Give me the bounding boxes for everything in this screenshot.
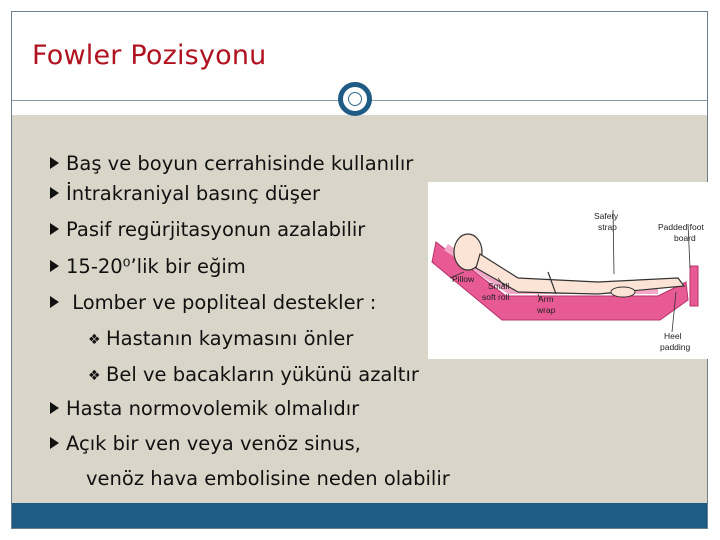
bullet-item — [50, 150, 413, 178]
bullet-item — [50, 216, 365, 244]
arrow-bullet-icon — [50, 157, 59, 169]
arrow-bullet-icon — [50, 223, 59, 235]
label-arm-wrap-2: wrap — [537, 305, 556, 315]
arrow-bullet-icon — [50, 296, 59, 308]
diamond-bullet-icon: ❖ — [88, 332, 101, 348]
label-arm-wrap-1: Arm — [538, 294, 554, 304]
bullet-text: Pasif regürjitasyonun azalabilir — [66, 218, 366, 241]
label-heel-padding-2: padding — [660, 342, 691, 352]
sub-bullet-item — [88, 361, 419, 389]
bullet-item — [50, 253, 246, 281]
arrow-bullet-icon — [50, 402, 59, 414]
knee-roll — [611, 287, 635, 297]
label-padded-foot-board-1: Padded foot — [658, 222, 704, 232]
bullet-item — [50, 395, 359, 423]
bullet-text: Lomber ve popliteal destekler : — [66, 291, 377, 314]
bullet-continuation — [86, 465, 450, 493]
sub-bullet-item — [88, 325, 353, 353]
bullet-text: Açık bir ven veya venöz sinus, — [66, 432, 361, 455]
bullet-text: Hasta normovolemik olmalıdır — [66, 397, 360, 420]
footer-bar — [12, 503, 707, 528]
bullet-text: Baş ve boyun cerrahisinde kullanılır — [66, 152, 414, 175]
bullet-text: venöz hava embolisine neden olabilir — [86, 467, 450, 490]
label-small-soft-roll-2: soft roll — [482, 292, 510, 302]
label-safety-strap-1: Safety — [594, 211, 619, 221]
diamond-bullet-icon: ❖ — [88, 368, 101, 384]
bullet-item — [50, 430, 361, 458]
foot-board-shape — [690, 266, 698, 306]
arrow-bullet-icon — [50, 437, 59, 449]
bullet-text: Bel ve bacakların yükünü azaltır — [106, 363, 419, 386]
arrow-bullet-icon — [50, 187, 59, 199]
fowler-position-illustration — [428, 182, 708, 359]
bullet-text: Hastanın kaymasını önler — [106, 327, 354, 350]
fowler-illustration-svg — [428, 182, 708, 359]
bullet-text: 15-20⁰’lik bir eğim — [66, 255, 246, 278]
slide-title: Fowler Pozisyonu — [32, 40, 267, 71]
label-small-soft-roll-1: Small — [488, 281, 510, 291]
label-heel-padding-1: Heel — [664, 331, 682, 341]
label-pillow: Pillow — [452, 274, 475, 284]
bullet-item — [50, 289, 376, 317]
bullet-text: İntrakraniyal basınç düşer — [66, 182, 320, 205]
label-safety-strap-2: strap — [598, 222, 617, 232]
bullet-item — [50, 180, 320, 208]
divider-circle-ornament — [338, 82, 372, 116]
label-padded-foot-board-2: board — [674, 233, 696, 243]
arrow-bullet-icon — [50, 260, 59, 272]
